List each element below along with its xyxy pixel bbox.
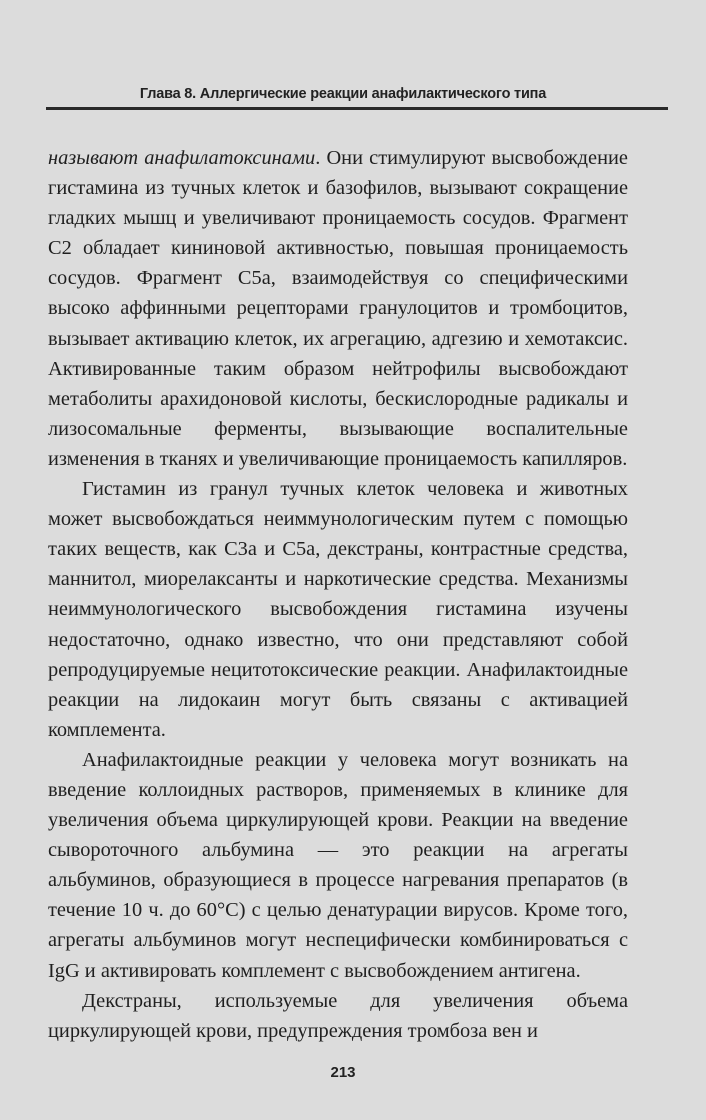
paragraph-2: Гистамин из гранул тучных клеток человека и животных может высвобождаться неиммунологическим путем с помощью таких веществ, как С3а и С5а, декстраны, контрастные средства, маннитол, миорелаксанты и наркотические средства. Механизмы неиммунологического высвобождения гистамина изучены недостаточно, однако известно, что они представляют собой репродуцируемые нецитотоксические реакции. Анафилактоидные реакции на лидокаин могут быть связаны с активацией комплемента. xyxy=(48,478,628,741)
paragraph-4: Декстраны, используемые для увеличения объема циркулирующей крови, предупреждения тромбоза вен и xyxy=(48,989,628,1042)
chapter-title: Глава 8. Аллергические реакции анафилактического типа xyxy=(139,86,547,102)
italic-term: называют анафилатоксинами xyxy=(48,147,316,169)
header-rule xyxy=(46,107,668,110)
paragraph-3: Анафилактоидные реакции у человека могут возникать на введение коллоидных растворов, применяемых в клинике для увеличения объема циркулирующей крови. Реакции на введение сывороточного альбумина — это реакции на агрегаты альбуминов, образующиеся в процессе нагревания препаратов (в течение 10 ч. до 60°С) с целью денатурации вирусов. Кроме того, агрегаты альбуминов могут неспецифически комбинироваться с IgG и активировать комплемент с высвобождением антигена. xyxy=(48,748,628,982)
body-text xyxy=(48,143,628,1046)
paragraph-1-text: . Они стимулируют высвобождение гистамина из тучных клеток и базофилов, вызывают сокращение гладких мышц и увеличивают проницаемость сосудов. Фрагмент С2 обладает кининовой активностью, повышая проницаемость сосудов. Фрагмент С5а, взаимодействуя со специфическими высоко аффинными рецепторами гранулоцитов и тромбоцитов, вызывает активацию клеток, их агрегацию, адгезию и хемотаксис. Активированные таким образом нейтрофилы высвобождают метаболиты арахидоновой кислоты, бескислородные радикалы и лизосомальные ферменты, вызывающие воспалительные изменения в тканях и увеличивающие проницаемость капилляров. xyxy=(48,147,628,470)
paragraph-1 xyxy=(48,143,628,474)
page-number: 213 xyxy=(330,1064,356,1081)
